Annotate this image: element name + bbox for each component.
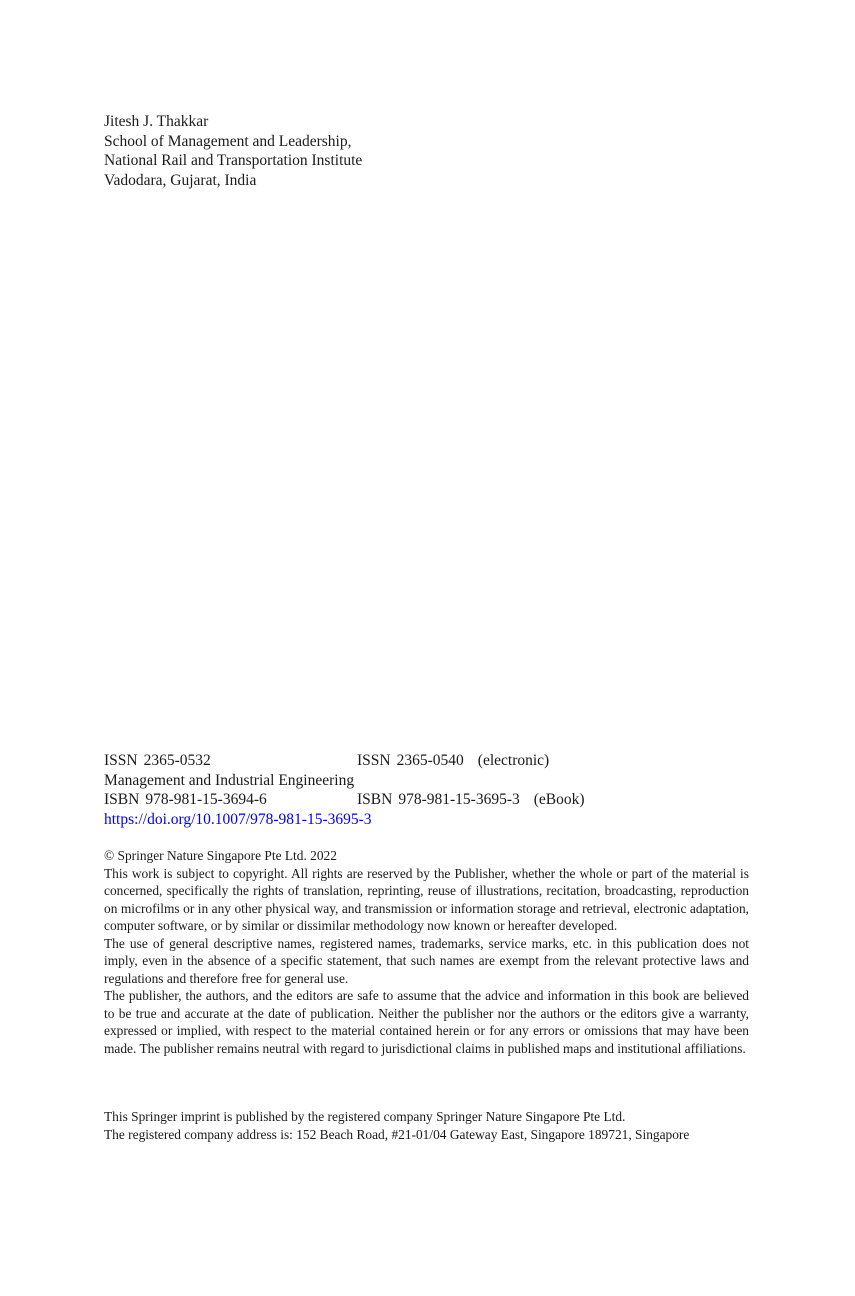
isbn-print-value: 978-981-15-3694-6 [145, 791, 267, 808]
author-location: Vadodara, Gujarat, India [104, 171, 257, 189]
doi-row [104, 810, 372, 830]
imprint-line: This Springer imprint is published by the registered company Springer Nature Singapore Pte Ltd. [104, 1109, 626, 1124]
trademark-paragraph: The use of general descriptive names, registered names, trademarks, service marks, etc. in this publication does not imply, even in the absence of a specific statement, that such names are exempt from the relevant protective laws and regulations and therefore free for general use. [104, 935, 749, 986]
issn-electronic-value: 2365-0540 [396, 752, 464, 769]
identifier-block [104, 751, 585, 829]
author-affiliation-institute: National Rail and Transportation Institute [104, 152, 363, 169]
issn-print [104, 752, 211, 769]
legal-block [104, 847, 749, 1057]
isbn-ebook-value: 978-981-15-3695-3 [398, 791, 520, 808]
imprint-block [104, 1108, 749, 1143]
isbn-print [104, 791, 267, 808]
copyright-paragraph: This work is subject to copyright. All rights are reserved by the Publisher, whether the whole or part of the material is concerned, specifically the rights of translation, reprinting, reuse of illustrations, recitation, broadcasting, reproduction on microfilms or in any other physical way, and transmission or information storage and retrieval, electronic adaptation, computer software, or by similar or dissimilar methodology now known or hereafter developed. [104, 865, 749, 933]
isbn-ebook [357, 790, 585, 810]
issn-electronic-label: ISSN [357, 752, 391, 769]
registered-address: The registered company address is: 152 Beach Road, #21-01/04 Gateway East, Singapore 189721, Singapore [104, 1126, 690, 1142]
isbn-ebook-note: (eBook) [533, 791, 585, 808]
disclaimer-paragraph: The publisher, the authors, and the editors are safe to assume that the advice and information in this book are believed to be true and accurate at the date of publication. Neither the publisher nor the authors or the editors give a warranty, expressed or implied, with respect to the material contained herein or for any errors or omissions that may have been made. The publisher remains neutral with regard to jurisdictional claims in published maps and institutional affiliations. [104, 988, 749, 1056]
series-row [104, 771, 372, 791]
issn-electronic-note: (electronic) [477, 752, 550, 769]
doi-link[interactable]: https://doi.org/10.1007/978-981-15-3695-3 [104, 810, 372, 828]
series-name: Management and Industrial Engineering [104, 771, 355, 789]
isbn-print-label: ISBN [104, 791, 140, 808]
issn-row [104, 751, 550, 771]
issn-print-value: 2365-0532 [143, 752, 211, 769]
author-name: Jitesh J. Thakkar [104, 113, 209, 130]
author-block [104, 112, 362, 190]
issn-print-label: ISSN [104, 752, 138, 769]
author-affiliation-school: School of Management and Leadership, [104, 132, 352, 150]
copyright-notice: © Springer Nature Singapore Pte Ltd. 2022 [104, 848, 337, 863]
isbn-ebook-label: ISBN [357, 791, 393, 808]
issn-electronic [357, 751, 549, 771]
isbn-row [104, 790, 585, 810]
